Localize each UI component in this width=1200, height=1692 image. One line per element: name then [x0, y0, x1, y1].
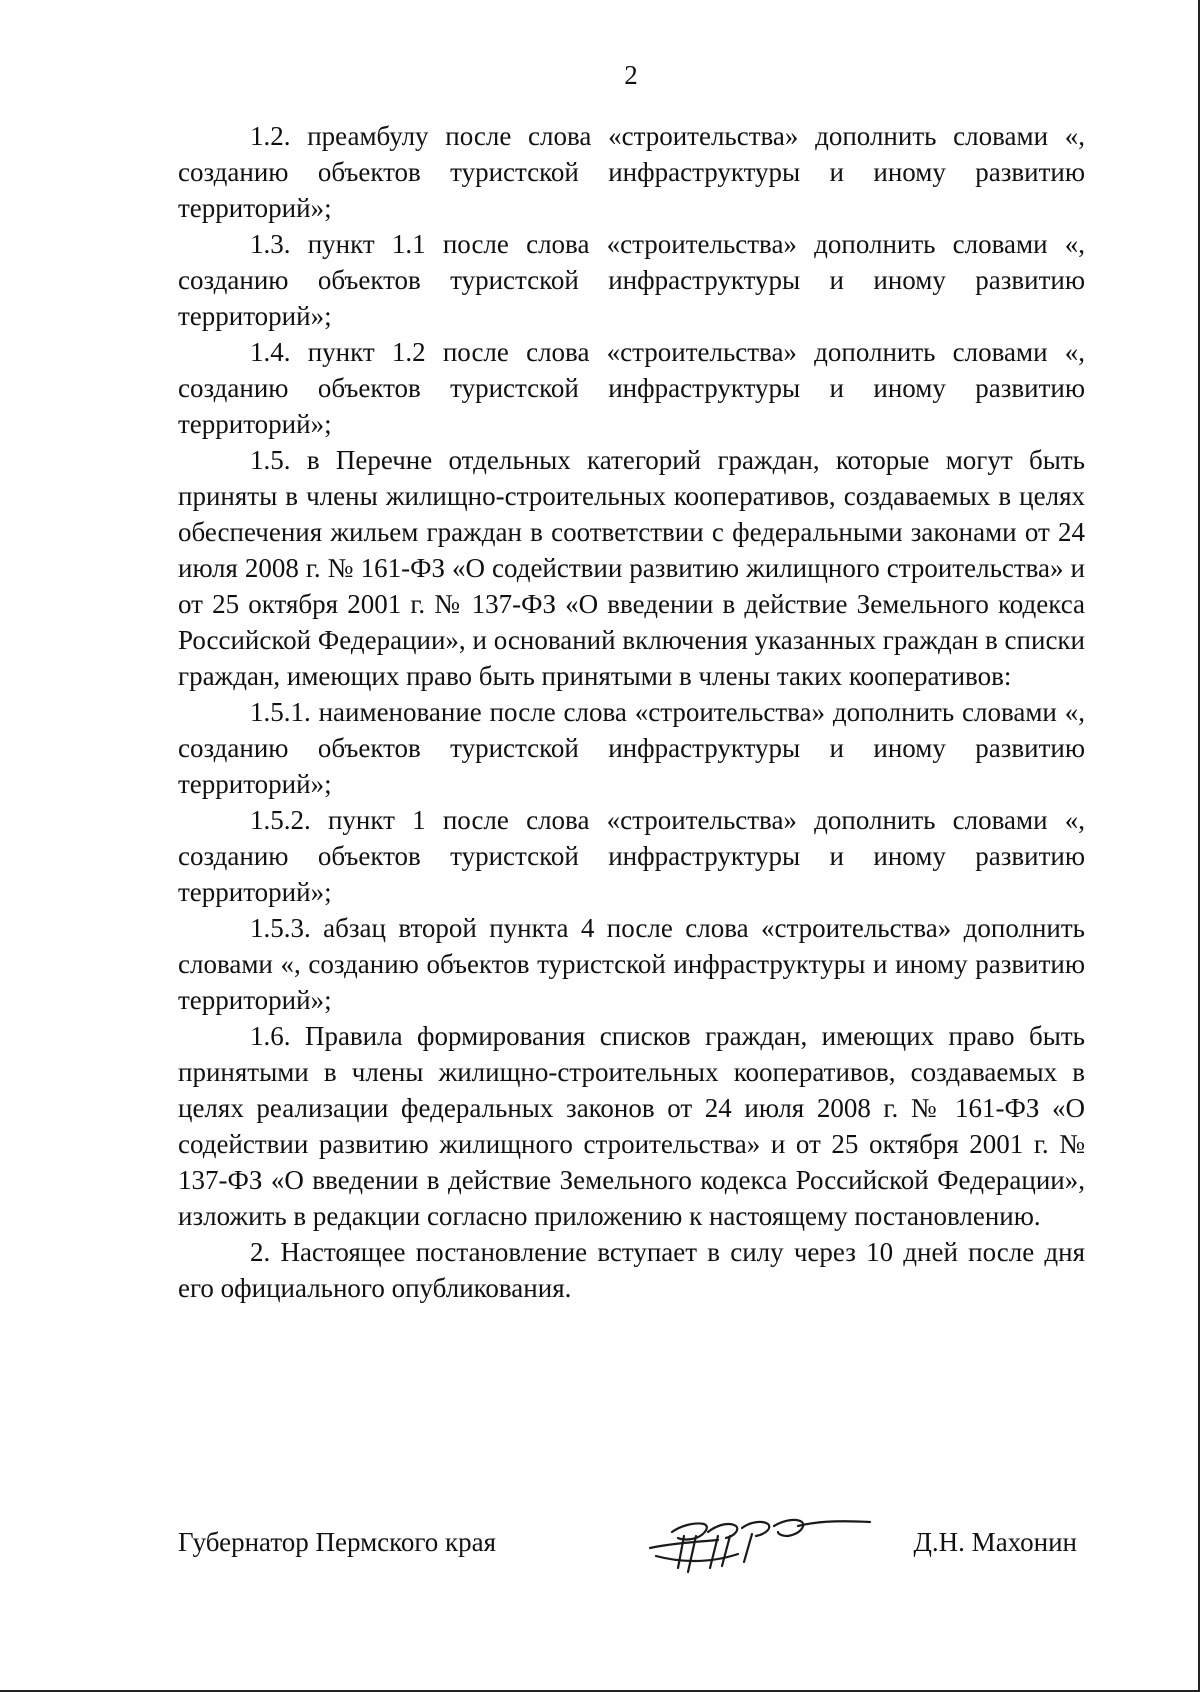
- paragraph-2: 2. Настоящее постановление вступает в силу через 10 дней после дня его официального опубликования.: [178, 1237, 1085, 1303]
- paragraph-1-5-1: 1.5.1. наименование после слова «строительства» дополнить словами «, созданию объектов туристской инфраструктуры и иному развитию территорий»;: [178, 697, 1085, 799]
- paragraph-1-4: 1.4. пункт 1.2 после слова «строительства» дополнить словами «, созданию объектов туристской инфраструктуры и иному развитию территорий»;: [178, 337, 1085, 439]
- document-body: [178, 118, 1085, 1306]
- paragraph-1-5: 1.5. в Перечне отдельных категорий граждан, которые могут быть приняты в члены жилищно-строительных кооперативов, создаваемых в целях обеспечения жильем граждан в соответствии с федеральными законами от 24 июля 2008 г. № 161-ФЗ «О содействии развитию жилищного строительства» и от 25 октября 2001 г. № 137-ФЗ «О введении в действие Земельного кодекса Российской Федерации», и оснований включения указанных граждан в списки граждан, имеющих право быть принятыми в члены таких кооперативов:: [178, 445, 1085, 691]
- paragraph-1-5-3: 1.5.3. абзац второй пункта 4 после слова «строительства» дополнить словами «, созданию объектов туристской инфраструктуры и иному развитию территорий»;: [178, 913, 1085, 1015]
- signature-block: [178, 1520, 1085, 1580]
- paragraph-1-5-2: 1.5.2. пункт 1 после слова «строительства» дополнить словами «, созданию объектов туристской инфраструктуры и иному развитию территорий»;: [178, 805, 1085, 907]
- signatory-name: Д.Н. Махонин: [913, 1527, 1077, 1557]
- paragraph-1-3: 1.3. пункт 1.1 после слова «строительства» дополнить словами «, созданию объектов туристской инфраструктуры и иному развитию территорий»;: [178, 229, 1085, 331]
- page-number: 2: [624, 60, 638, 90]
- paragraph-1-6: 1.6. Правила формирования списков граждан, имеющих право быть принятыми в члены жилищно-строительных кооперативов, создаваемых в целях реализации федеральных законов от 24 июля 2008 г. № 161-ФЗ «О содействии развитию жилищного строительства» и от 25 октября 2001 г. № 137-ФЗ «О введении в действие Земельного кодекса Российской Федерации», изложить в редакции согласно приложению к настоящему постановлению.: [178, 1021, 1085, 1231]
- handwritten-signature: [638, 1506, 878, 1586]
- signatory-title: Губернатор Пермского края: [178, 1527, 497, 1557]
- paragraph-1-2: 1.2. преамбулу после слова «строительства» дополнить словами «, созданию объектов туристской инфраструктуры и иному развитию территорий»;: [178, 121, 1085, 223]
